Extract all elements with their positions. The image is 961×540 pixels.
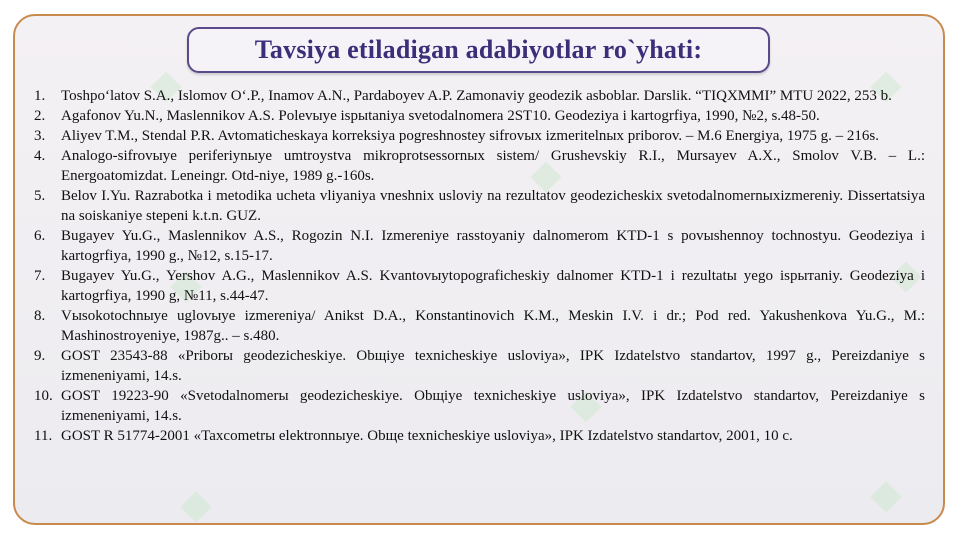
reference-number: 3.	[34, 128, 46, 144]
page-title: Tavsiya etiladigan adabiyotlar ro`yhati:	[254, 35, 703, 64]
reference-item	[34, 426, 925, 446]
reference-number: 4.	[34, 148, 46, 164]
reference-number: 6.	[34, 228, 46, 244]
reference-item	[34, 346, 925, 386]
reference-text: GOST 23543-88 «Priborы geodezicheskiye. Obщiye texnicheskiye usloviya», IPK Izdatelstvo standartov, 1997 g., Pereizdaniye s izmeneniyami, 14.s.	[61, 348, 925, 384]
reference-text: Analogo-sifrovыye periferiynыye umtroystva mikroprotsessornыx sistem/ Grushevskiy R.I., Mursayev A.X., Smolov V.B. – L.: Energoatomizdat. Leneingr. Otd-niye, 1989 g.-160s.	[61, 148, 925, 184]
reference-item	[34, 226, 925, 266]
reference-number: 9.	[34, 348, 46, 364]
reference-item	[34, 186, 925, 226]
reference-text: GOST 19223-90 «Svetodalnomerы geodezicheskiye. Obщiye texnicheskiye usloviya», IPK Izdatelstvo standartov, Pereizdaniye s izmeneniyami, 14.s.	[61, 388, 925, 424]
reference-item	[34, 146, 925, 186]
reference-text: Agafonov Yu.N., Maslennikov A.S. Polevыye ispыtaniya svetodalnomera 2ST10. Geodeziya i kartogrfiya, 1990, №2, s.48-50.	[61, 108, 820, 124]
watermark-shape	[180, 491, 211, 522]
reference-text: Bugayev Yu.G., Maslennikov A.S., Rogozin N.I. Izmereniye rasstoyaniy dalnomerom KTD-1 s povыshennoy tochnostyu. Geodeziya i kartogrfiya, 1990 g., №12, s.15-17.	[61, 228, 925, 264]
reference-number: 7.	[34, 268, 46, 284]
reference-number: 2.	[34, 108, 46, 124]
reference-text: GOST R 51774-2001 «Taxcometrы elektronnыye. Obщe texnicheskiye usloviya», IPK Izdatelstvo standartov, 2001, 10 c.	[61, 428, 793, 444]
reference-item	[34, 266, 925, 306]
reference-item	[34, 86, 925, 106]
reference-list	[34, 86, 925, 446]
reference-text: Toshpo‘latov S.A., Islomov O‘.P., Inamov A.N., Pardaboyev A.P. Zamonaviy geodezik asboblar. Darslik. “TIQXMMI” MTU 2022, 253 b.	[61, 88, 892, 104]
reference-number: 11.	[34, 428, 53, 444]
reference-number: 8.	[34, 308, 46, 324]
reference-item	[34, 306, 925, 346]
reference-text: Belov I.Yu. Razrabotka i metodika ucheta vliyaniya vneshnix usloviy na rezultatov geodezicheskix svetodalnomernыxizmereniy. Dissertatsiya na soiskaniye stepeni k.t.n. GUZ.	[61, 188, 925, 224]
reference-text: Bugayev Yu.G., Yershov A.G., Maslennikov A.S. Kvantovыytopograficheskiy dalnomer KTD-1 i rezultatы yego ispытaniy. Geodeziya i kartogrfiya, 1990 g, №11, s.44-47.	[61, 268, 925, 304]
reference-number: 5.	[34, 188, 46, 204]
watermark-shape	[870, 481, 901, 512]
reference-item	[34, 106, 925, 126]
reference-item	[34, 386, 925, 426]
title-box	[187, 27, 770, 73]
reference-number: 10.	[34, 388, 53, 404]
reference-text: Aliyev T.M., Stendal P.R. Avtomaticheskaya korreksiya pogreshnostey sifrovыx izmeritelnыx priborov. – M.6 Energiya, 1975 g. – 216s.	[61, 128, 879, 144]
reference-item	[34, 126, 925, 146]
reference-number: 1.	[34, 88, 46, 104]
reference-text: Vыsokotochnыye uglovыye izmereniya/ Anikst D.A., Konstantinovich K.M., Meskin I.V. i dr.; Pod red. Yakushenkova Yu.G., M.: Mashinostroyeniye, 1987g.. – s.480.	[61, 308, 925, 344]
